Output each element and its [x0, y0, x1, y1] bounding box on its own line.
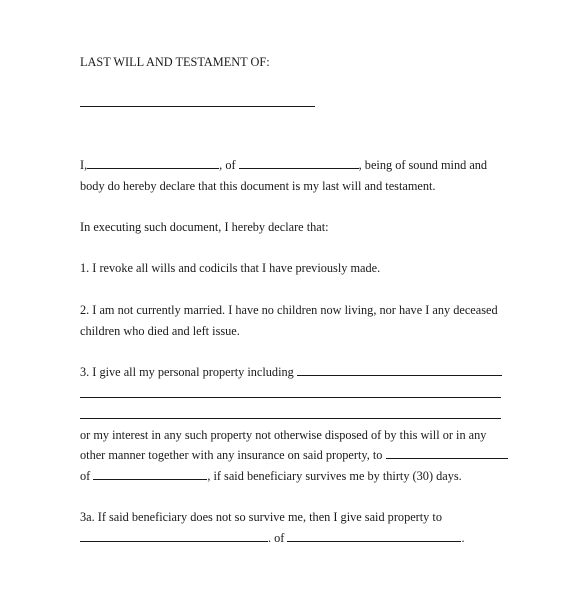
clause-3-insurance-text: other manner together with any insurance on said property, to [80, 448, 383, 462]
beneficiary-residence-field [93, 469, 207, 480]
clause-3-text: 3. I give all my personal property including [80, 365, 294, 379]
declaration-prefix: I, [80, 158, 88, 172]
declaration-sound-mind: , being of sound mind and [358, 158, 488, 172]
clause-3-survival-text: , if said beneficiary survives me by thirty (30) days. [207, 469, 462, 483]
clause-3a-line-1: 3a. If said beneficiary does not so survive me, then I give said property to [80, 510, 442, 524]
clause-3a-line-2 [80, 531, 465, 545]
declaration-line-1 [80, 158, 487, 172]
document-title: LAST WILL AND TESTAMENT OF: [80, 55, 270, 69]
clause-2-line-2: children who died and left issue. [80, 324, 240, 338]
beneficiary-name-field [386, 448, 508, 459]
clause-2-line-1: 2. I am not currently married. I have no children now living, nor have I any deceased [80, 303, 498, 317]
clause-3-line-4 [80, 469, 462, 483]
testator-name-field [87, 158, 219, 169]
clause-3-of: of [80, 469, 91, 483]
personal-property-field [297, 365, 502, 376]
clause-3a-end: . [461, 531, 465, 545]
alternate-beneficiary-residence-field [287, 531, 461, 542]
testator-residence-field [239, 158, 359, 169]
clause-3-line-3 [80, 448, 508, 462]
clause-3a-of: . of [268, 531, 285, 545]
property-description-rule-2 [80, 418, 501, 419]
clause-3-line-2: or my interest in any such property not otherwise disposed of by this will or in any [80, 428, 487, 442]
clause-3-line-1 [80, 365, 502, 379]
declaration-line-2: body do hereby declare that this document is my last will and testament. [80, 179, 436, 193]
alternate-beneficiary-name-field [80, 531, 268, 542]
clause-1: 1. I revoke all wills and codicils that I have previously made. [80, 261, 381, 275]
property-description-rule-1 [80, 397, 501, 398]
declaration-of: , of [219, 158, 236, 172]
testator-name-blank [80, 106, 315, 107]
executing-statement: In executing such document, I hereby declare that: [80, 220, 329, 234]
